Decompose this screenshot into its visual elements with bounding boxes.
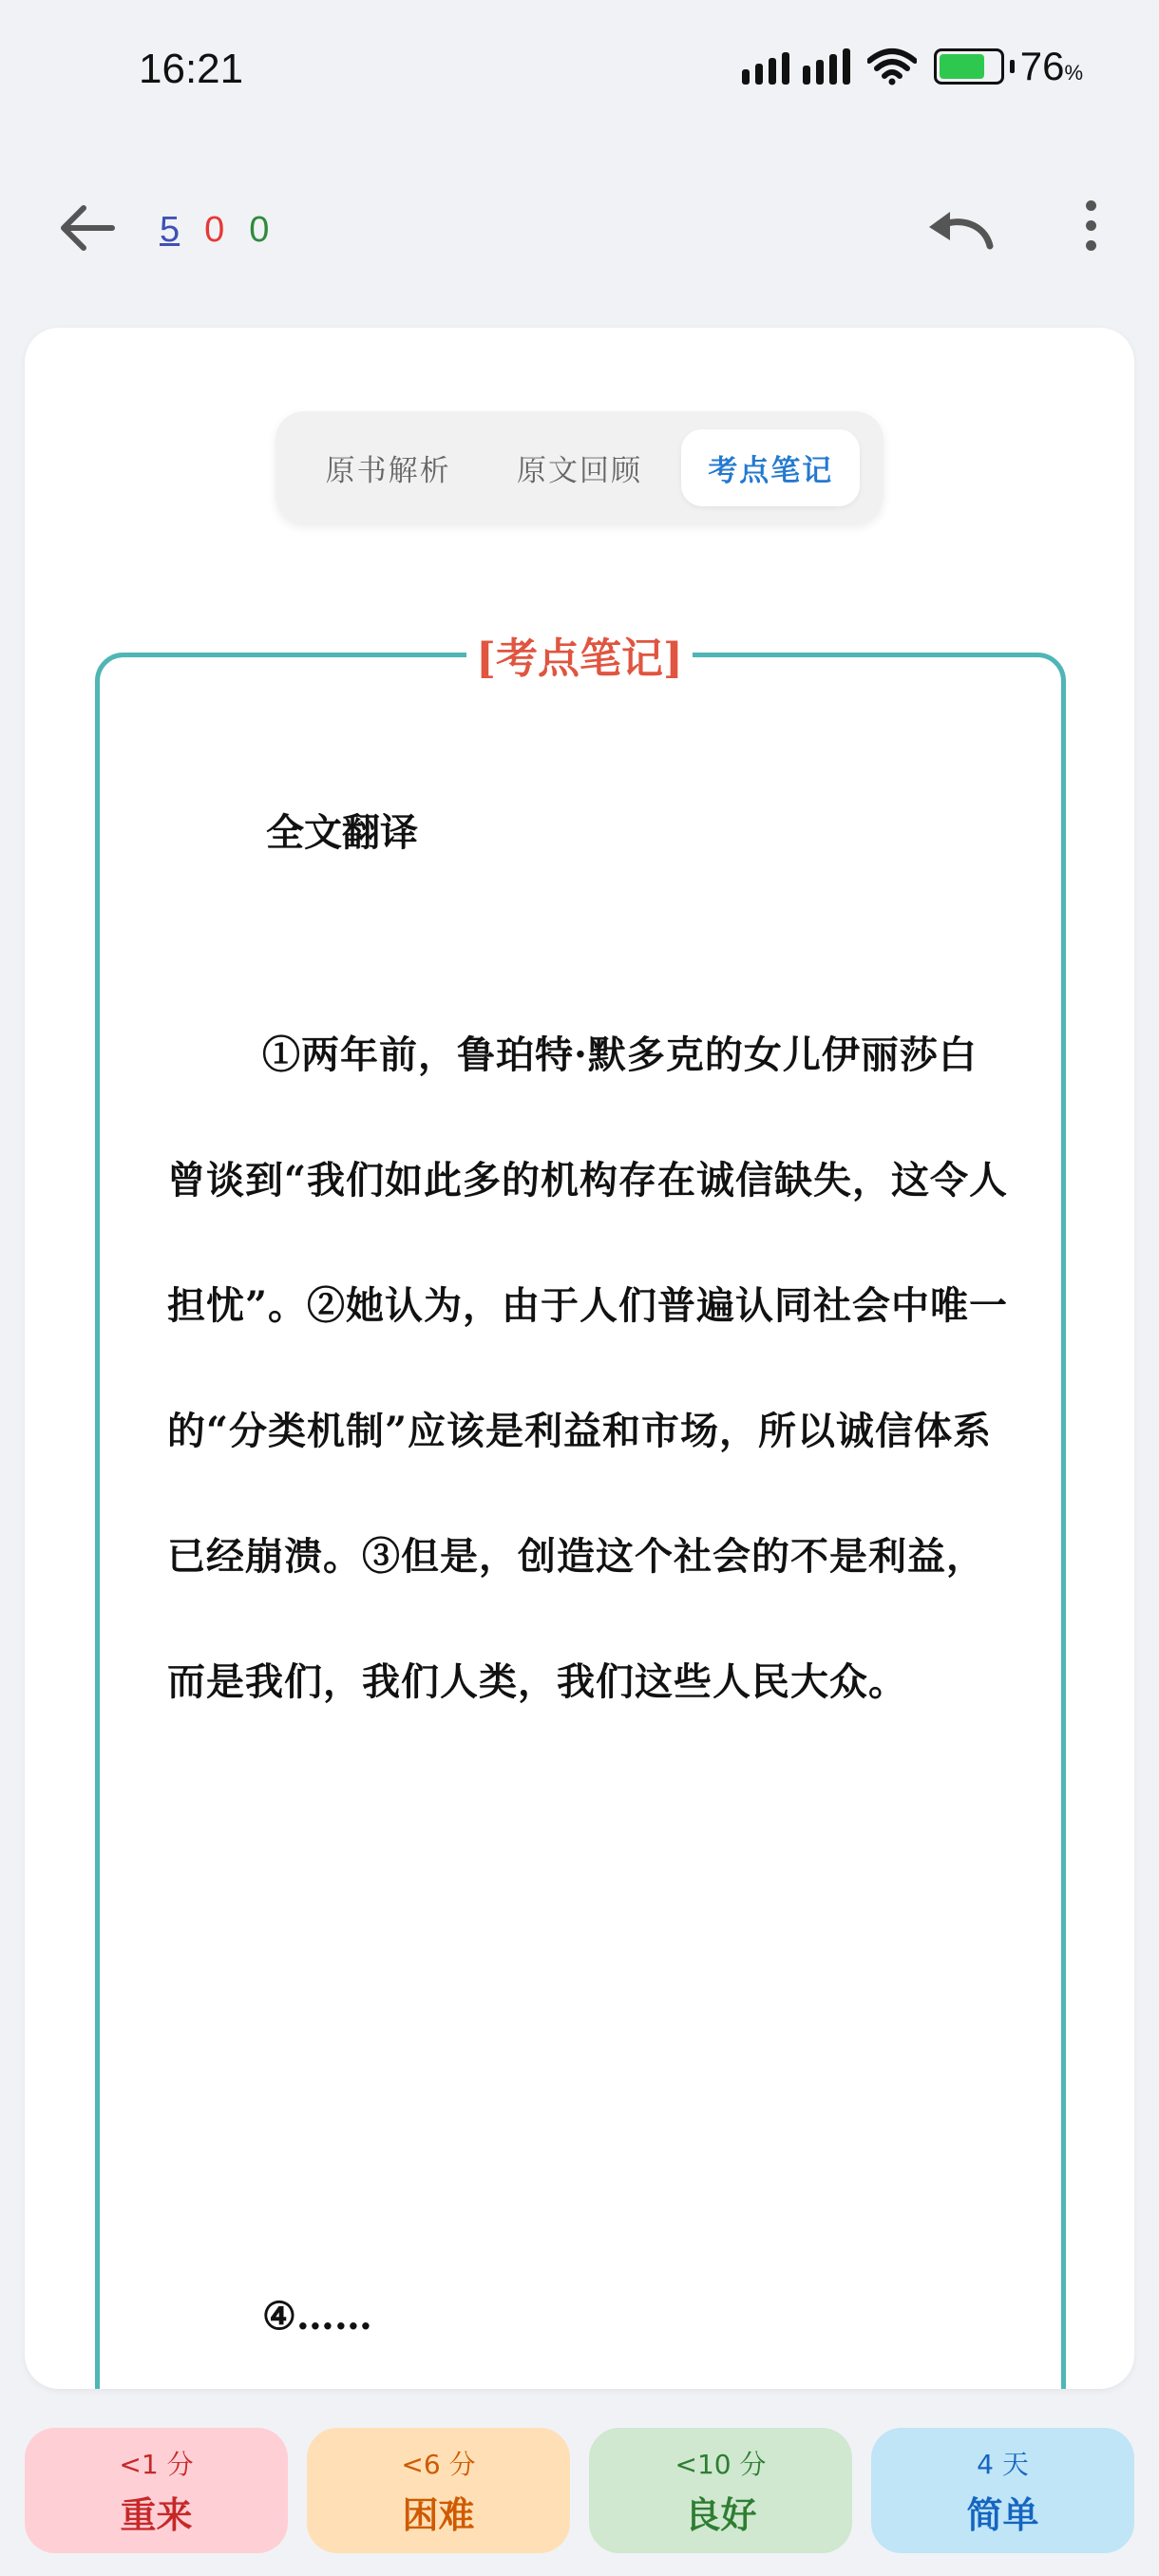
again-button[interactable] — [25, 2428, 288, 2553]
tab-book-analysis[interactable]: 原书解析 — [325, 453, 451, 488]
note-title-text: [考点笔记] — [466, 635, 693, 683]
tab-exam-notes[interactable]: 考点笔记 — [681, 429, 860, 506]
note-paragraph: ①两年前，鲁珀特·默多克的女儿伊丽莎白曾谈到“我们如此多的机构存在诚信缺失，这令人担忧”。②她认为，由于人们普遍认同社会中唯一的“分类机制”应该是利益和市场，所以诚信体系已经崩溃。③但是，创造这个社会的不是利益，而是我们，我们人类，我们这些人民大众。 — [167, 1032, 1009, 1704]
easy-interval: 4 天 — [977, 2448, 1029, 2480]
note-heading: 全文翻译 — [266, 810, 418, 855]
top-app-bar — [0, 176, 1159, 280]
status-time: 16:21 — [139, 46, 244, 92]
good-interval: <10 分 — [674, 2448, 767, 2480]
tab-original-review[interactable]: 原文回顾 — [516, 453, 642, 488]
easy-button[interactable] — [871, 2428, 1134, 2553]
hard-button[interactable] — [307, 2428, 570, 2553]
count-review: 0 — [249, 210, 270, 250]
battery-value: 76 — [1019, 44, 1065, 88]
hard-interval: <6 分 — [401, 2448, 476, 2480]
battery-icon — [934, 48, 1004, 85]
hard-label: 困难 — [402, 2492, 475, 2536]
undo-icon[interactable] — [922, 197, 998, 259]
count-learning: 0 — [204, 210, 225, 250]
easy-label: 简单 — [966, 2492, 1039, 2536]
battery-fill — [940, 54, 984, 79]
good-label: 良好 — [684, 2492, 757, 2536]
good-button[interactable] — [589, 2428, 852, 2553]
battery-percentage — [1020, 44, 1083, 89]
note-title — [25, 624, 1134, 685]
card-content — [25, 328, 1134, 2389]
battery-tip — [1010, 60, 1015, 73]
wifi-icon — [867, 47, 917, 85]
count-new: 5 — [160, 210, 180, 250]
again-label: 重来 — [120, 2492, 193, 2536]
back-arrow-icon[interactable] — [55, 197, 118, 259]
status-icons — [742, 44, 1083, 89]
battery-indicator — [934, 44, 1083, 89]
card-counts — [160, 210, 269, 251]
answer-buttons — [25, 2428, 1134, 2553]
battery-unit: % — [1064, 61, 1083, 85]
more-options-icon[interactable] — [1072, 200, 1110, 257]
note-paragraph-partial: ④…… — [262, 2294, 372, 2339]
tab-bar — [276, 411, 884, 523]
status-bar — [0, 0, 1159, 142]
again-interval: <1 分 — [119, 2448, 194, 2480]
signal-icon — [742, 48, 850, 85]
